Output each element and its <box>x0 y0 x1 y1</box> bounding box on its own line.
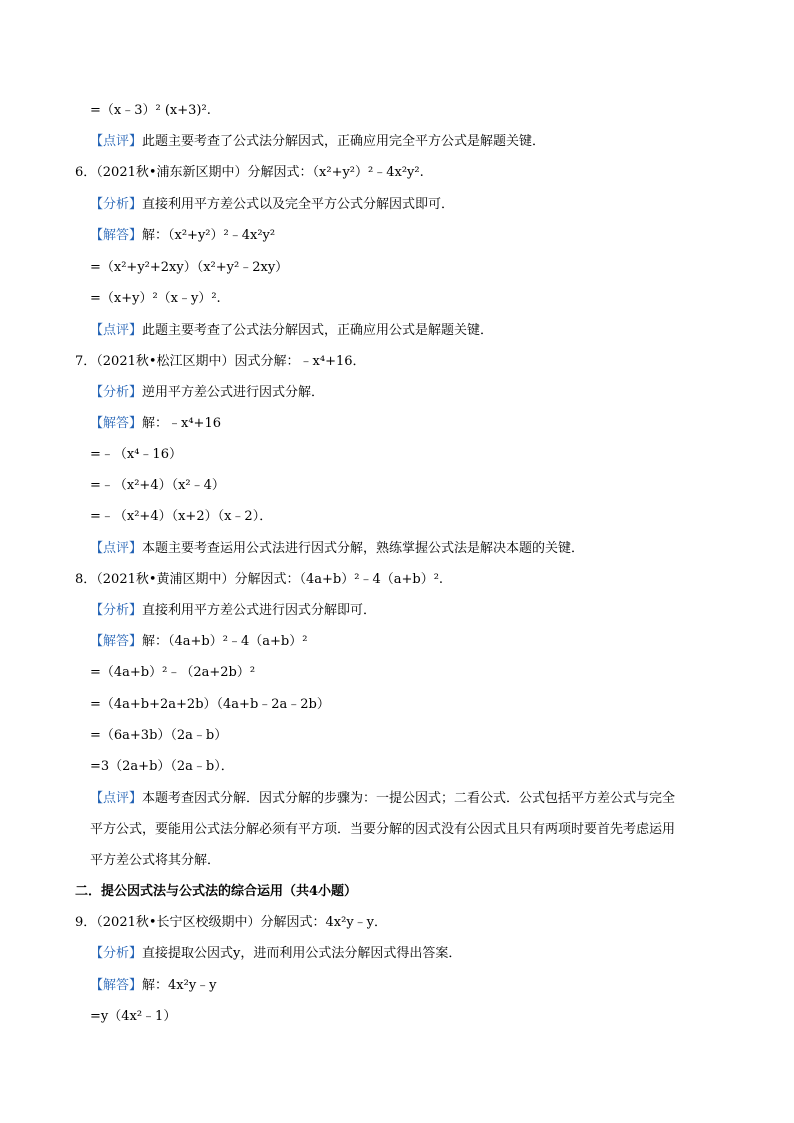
answer-text: 解：4x²y﹣y <box>142 978 217 993</box>
solution-step: =（4a+b）²﹣（2a+2b）² <box>90 665 256 680</box>
comment-line <box>90 541 584 557</box>
answer-line <box>90 634 307 650</box>
answer-text: 解：（x²+y²）²﹣4x²y² <box>142 228 276 243</box>
comment-tag: 【点评】 <box>90 323 143 338</box>
comment-tag: 【点评】 <box>90 134 143 149</box>
analysis-line <box>90 946 461 962</box>
analysis-line <box>90 197 454 213</box>
comment-text: 本题主要考查运用公式法进行因式分解，熟练掌握公式法是解决本题的关键． <box>142 541 585 556</box>
comment-tag: 【点评】 <box>90 791 143 806</box>
solution-step: =y（4x²﹣1） <box>90 1009 177 1024</box>
answer-text: 解：﹣x⁴+16 <box>142 416 221 431</box>
solution-step: =（x+y）²（x﹣y）². <box>90 291 221 306</box>
comment-continuation: 平方公式，要能用公式法分解必须有平方项．当要分解的因式没有公因式且只有两项时要首先考虑运用 <box>90 822 676 837</box>
analysis-text: 直接利用平方差公式进行因式分解即可． <box>142 603 377 618</box>
answer-text: 解：（4a+b）²﹣4（a+b）² <box>142 634 308 649</box>
solution-step: =（4a+b+2a+2b）（4a+b﹣2a﹣2b） <box>90 697 330 712</box>
analysis-tag: 【分析】 <box>90 197 143 212</box>
comment-text: 此题主要考查了公式法分解因式，正确应用完全平方公式是解题关键． <box>142 134 546 149</box>
analysis-tag: 【分析】 <box>90 385 143 400</box>
comment-text: 此题主要考查了公式法分解因式，正确应用公式是解题关键． <box>142 323 494 338</box>
answer-line <box>90 978 217 994</box>
problem-8: 8．（2021秋•黄浦区期中）分解因式：（4a+b）²﹣4（a+b）². <box>75 572 444 587</box>
problem-6: 6．（2021秋•浦东新区期中）分解因式：（x²+y²）²﹣4x²y². <box>75 165 424 180</box>
solution-step: =3（2a+b）（2a﹣b）． <box>90 759 234 774</box>
comment-line <box>90 323 493 339</box>
analysis-text: 逆用平方差公式进行因式分解． <box>142 385 325 400</box>
answer-tag: 【解答】 <box>90 416 143 431</box>
solution-step: =（x﹣3）² (x+3)². <box>90 103 211 118</box>
solution-step: =（6a+3b）（2a﹣b） <box>90 728 228 743</box>
section-heading: 二．提公因式法与公式法的综合运用（共4小题） <box>75 884 358 899</box>
analysis-line <box>90 385 324 401</box>
analysis-text: 直接提取公因式y，进而利用公式法分解因式得出答案． <box>142 946 462 961</box>
answer-line <box>90 228 275 244</box>
solution-step: =﹣（x²+4）（x+2）（x﹣2）． <box>90 509 273 524</box>
problem-7: 7．（2021秋•松江区期中）因式分解：﹣x⁴+16． <box>75 354 366 369</box>
analysis-text: 直接利用平方差公式以及完全平方公式分解因式即可． <box>142 197 455 212</box>
solution-step: =﹣（x²+4）（x²﹣4） <box>90 478 225 493</box>
analysis-tag: 【分析】 <box>90 603 143 618</box>
answer-tag: 【解答】 <box>90 228 143 243</box>
answer-tag: 【解答】 <box>90 978 143 993</box>
comment-tag: 【点评】 <box>90 541 143 556</box>
comment-line <box>90 134 545 150</box>
solution-step: =﹣（x⁴﹣16） <box>90 447 182 462</box>
comment-line <box>90 791 675 807</box>
comment-text: 本题考查因式分解．因式分解的步骤为：一提公因式；二看公式．公式包括平方差公式与完全 <box>142 791 676 806</box>
problem-9: 9．（2021秋•长宁区校级期中）分解因式：4x²y﹣y． <box>75 915 388 930</box>
answer-tag: 【解答】 <box>90 634 143 649</box>
analysis-line <box>90 603 376 619</box>
comment-continuation: 平方差公式将其分解． <box>90 853 221 868</box>
solution-step: =（x²+y²+2xy）（x²+y²﹣2xy） <box>90 260 289 275</box>
analysis-tag: 【分析】 <box>90 946 143 961</box>
answer-line <box>90 416 221 432</box>
